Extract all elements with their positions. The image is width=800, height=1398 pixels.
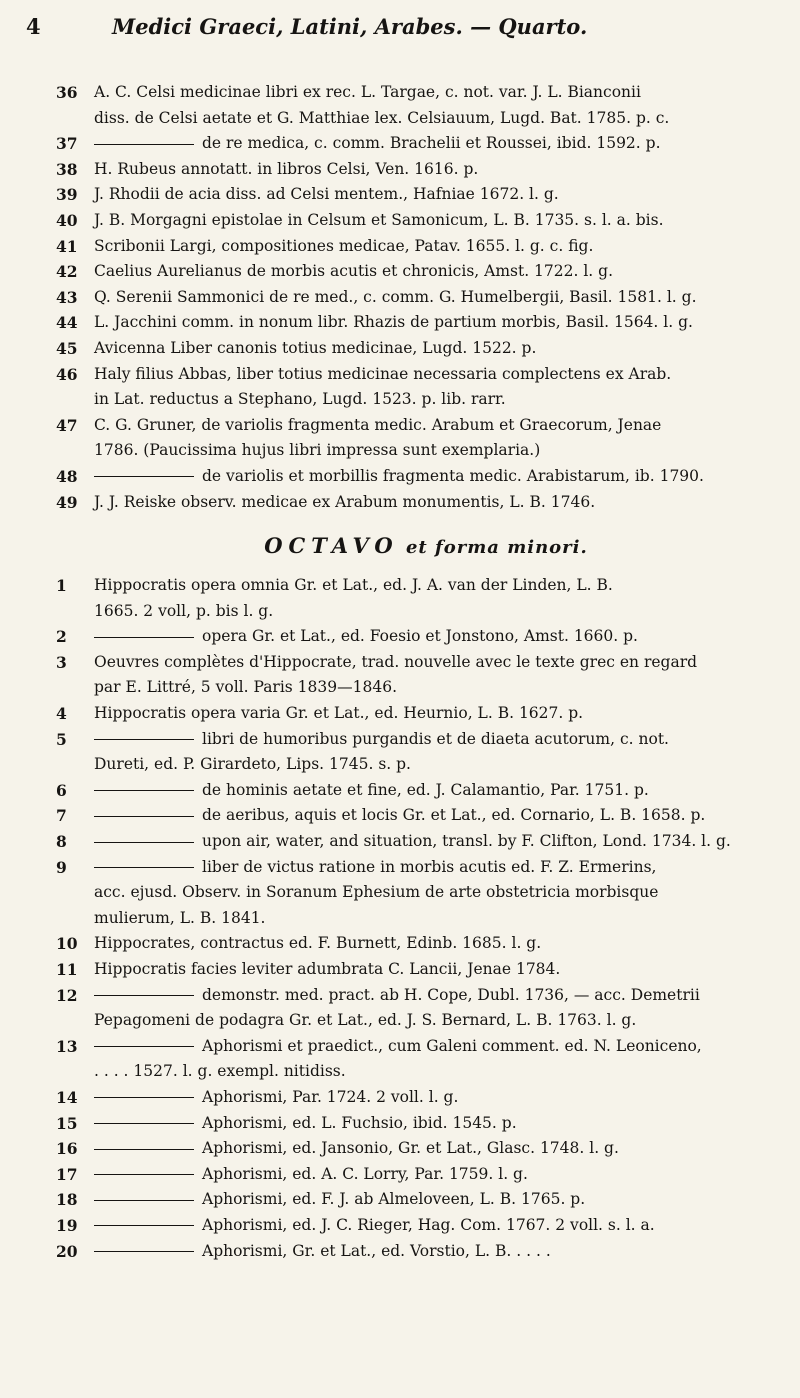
entry-number: 38 <box>56 159 78 179</box>
entry-text: Aphorismi, Par. 1724. 2 voll. l. g. <box>202 1087 459 1106</box>
ditto-rule <box>94 637 194 638</box>
entry-continuation: Pepagomeni de podagra Gr. et Lat., ed. J. S. Bernard, L. B. 1763. l. g. <box>94 1011 637 1030</box>
entry-number: 19 <box>56 1215 78 1235</box>
catalogue-entry <box>56 285 796 311</box>
entry-number: 47 <box>56 415 78 435</box>
catalogue-entry <box>56 1111 796 1137</box>
entry-continuation: par E. Littré, 5 voll. Paris 1839—1846. <box>94 678 397 697</box>
entry-text: liber de victus ratione in morbis acutis ed. F. Z. Ermerins, <box>202 857 657 876</box>
entry-text: H. Rubeus annotatt. in libros Celsi, Ven. 1616. p. <box>94 159 479 178</box>
ditto-rule <box>94 995 194 996</box>
page-title: Medici Graeci, Latini, Arabes. — Quarto. <box>112 14 588 39</box>
entry-number: 15 <box>56 1113 78 1133</box>
entry-text: Aphorismi et praedict., cum Galeni comment. ed. N. Leoniceno, <box>202 1036 702 1055</box>
entry-number: 17 <box>56 1164 78 1184</box>
entry-number: 44 <box>56 313 78 333</box>
section-heading <box>56 529 796 565</box>
entry-number: 16 <box>56 1139 78 1159</box>
entry-number: 49 <box>56 492 78 512</box>
entry-text: Hippocratis opera varia Gr. et Lat., ed. Heurnio, L. B. 1627. p. <box>94 704 584 723</box>
entry-continuation: . . . . 1527. l. g. exempl. nitidiss. <box>94 1062 346 1081</box>
entry-text: libri de humoribus purgandis et de diaeta acutorum, c. not. <box>202 729 669 748</box>
ditto-rule <box>94 816 194 817</box>
ditto-rule <box>94 144 194 145</box>
page-number: 4 <box>26 14 41 39</box>
entry-number: 13 <box>56 1036 78 1056</box>
ditto-rule <box>94 1123 194 1124</box>
entry-continuation: acc. ejusd. Observ. in Soranum Ephesium de arte obstetricia morbisque <box>94 883 659 902</box>
entry-text: J. B. Morgagni epistolae in Celsum et Samonicum, L. B. 1735. s. l. a. bis. <box>94 210 664 229</box>
entry-number: 20 <box>56 1241 78 1261</box>
catalogue-entry <box>56 1213 796 1239</box>
catalogue-entry <box>56 336 796 362</box>
entry-number: 39 <box>56 185 78 205</box>
entry-number: 10 <box>56 934 78 954</box>
octavo-entry-list <box>56 573 796 1264</box>
entry-text: Aphorismi, Gr. et Lat., ed. Vorstio, L. B. . . . . <box>202 1241 551 1260</box>
catalogue-body <box>56 80 796 1264</box>
ditto-rule <box>94 739 194 740</box>
catalogue-entry <box>56 650 796 701</box>
entry-text: Aphorismi, ed. A. C. Lorry, Par. 1759. l. g. <box>202 1164 528 1183</box>
catalogue-entry <box>56 234 796 260</box>
entry-text: Scribonii Largi, compositiones medicae, Patav. 1655. l. g. c. fig. <box>94 236 594 255</box>
catalogue-entry <box>56 957 796 983</box>
entry-number: 8 <box>56 832 67 852</box>
entry-text: A. C. Celsi medicinae libri ex rec. L. Targae, c. not. var. J. L. Bianconii <box>94 83 641 101</box>
catalogue-entry <box>56 624 796 650</box>
entry-number: 2 <box>56 627 67 647</box>
entry-text: de re medica, c. comm. Brachelii et Roussei, ibid. 1592. p. <box>202 134 661 153</box>
catalogue-entry <box>56 829 796 855</box>
entry-number: 11 <box>56 960 78 979</box>
catalogue-entry <box>56 310 796 336</box>
catalogue-entry <box>56 983 796 1034</box>
entry-number: 3 <box>56 652 67 672</box>
ditto-rule <box>94 1200 194 1201</box>
entry-text: C. G. Gruner, de variolis fragmenta medic. Arabum et Graecorum, Jenae <box>94 415 662 434</box>
entry-text: Aphorismi, ed. J. C. Rieger, Hag. Com. 1767. 2 voll. s. l. a. <box>202 1215 655 1234</box>
catalogue-entry <box>56 701 796 727</box>
entry-text: demonstr. med. pract. ab H. Cope, Dubl. 1736, — acc. Demetrii <box>202 985 700 1004</box>
entry-number: 4 <box>56 704 67 724</box>
entry-text: Aphorismi, ed. Jansonio, Gr. et Lat., Glasc. 1748. l. g. <box>202 1139 619 1158</box>
entry-number: 18 <box>56 1190 78 1210</box>
catalogue-entry <box>56 157 796 183</box>
catalogue-entry <box>56 208 796 234</box>
entry-number: 45 <box>56 338 78 358</box>
catalogue-entry <box>56 1239 796 1265</box>
entry-text: Hippocratis opera omnia Gr. et Lat., ed. J. A. van der Linden, L. B. <box>94 576 613 595</box>
entry-text: upon air, water, and situation, transl. by F. Clifton, Lond. 1734. l. g. <box>202 832 731 851</box>
entry-number: 42 <box>56 262 78 282</box>
entry-text: de variolis et morbillis fragmenta medic. Arabistarum, ib. 1790. <box>202 466 704 485</box>
entry-number: 6 <box>56 780 67 800</box>
catalogue-entry <box>56 362 796 413</box>
entry-text: Hippocrates, contractus ed. F. Burnett, Edinb. 1685. l. g. <box>94 934 542 953</box>
catalogue-entry <box>56 80 796 131</box>
entry-text: de aeribus, aquis et locis Gr. et Lat., ed. Cornario, L. B. 1658. p. <box>202 806 706 825</box>
entry-continuation: 1786. (Paucissima hujus libri impressa sunt exemplaria.) <box>94 441 541 460</box>
catalogue-entry <box>56 1034 796 1085</box>
entry-continuation: mulierum, L. B. 1841. <box>94 908 266 927</box>
entry-continuation: 1665. 2 voll, p. bis l. g. <box>94 601 274 620</box>
entry-text: Caelius Aurelianus de morbis acutis et chronicis, Amst. 1722. l. g. <box>94 262 614 281</box>
entry-continuation: diss. de Celsi aetate et G. Matthiae lex. Celsiauum, Lugd. Bat. 1785. p. c. <box>94 108 670 127</box>
catalogue-entry <box>56 855 796 932</box>
catalogue-entry <box>56 490 796 516</box>
entry-number: 46 <box>56 364 78 384</box>
catalogue-entry <box>56 803 796 829</box>
entry-number: 48 <box>56 466 78 486</box>
catalogue-entry <box>56 464 796 490</box>
quarto-entry-list <box>56 80 796 515</box>
section-heading-rest: et forma minori. <box>405 537 588 559</box>
entry-number: 43 <box>56 287 78 307</box>
ditto-rule <box>94 476 194 477</box>
entry-number: 12 <box>56 985 78 1005</box>
ditto-rule <box>94 1251 194 1252</box>
catalogue-entry <box>56 573 796 624</box>
entry-number: 40 <box>56 210 78 230</box>
ditto-rule <box>94 1174 194 1175</box>
entry-text: Avicenna Liber canonis totius medicinae, Lugd. 1522. p. <box>94 338 537 357</box>
ditto-rule <box>94 1225 194 1226</box>
catalogue-entry <box>56 727 796 778</box>
catalogue-entry <box>56 413 796 464</box>
page-header <box>26 14 766 44</box>
entry-text: J. J. Reiske observ. medicae ex Arabum monumentis, L. B. 1746. <box>94 492 596 511</box>
entry-text: Aphorismi, ed. F. J. ab Almeloveen, L. B. 1765. p. <box>202 1190 586 1209</box>
entry-number: 14 <box>56 1087 78 1107</box>
entry-text: de hominis aetate et fine, ed. J. Calamantio, Par. 1751. p. <box>202 780 649 799</box>
section-heading-octavo: OCTAVO <box>264 533 399 559</box>
entry-text: Aphorismi, ed. L. Fuchsio, ibid. 1545. p. <box>202 1113 517 1132</box>
ditto-rule <box>94 842 194 843</box>
catalogue-entry <box>56 931 796 957</box>
catalogue-entry <box>56 778 796 804</box>
ditto-rule <box>94 1046 194 1047</box>
catalogue-entry <box>56 1162 796 1188</box>
entry-text: L. Jacchini comm. in nonum libr. Rhazis de partium morbis, Basil. 1564. l. g. <box>94 313 693 332</box>
catalogue-entry <box>56 131 796 157</box>
entry-text: Q. Serenii Sammonici de re med., c. comm. G. Humelbergii, Basil. 1581. l. g. <box>94 287 697 306</box>
ditto-rule <box>94 867 194 868</box>
entry-text: Haly filius Abbas, liber totius medicinae necessaria complectens ex Arab. <box>94 364 672 383</box>
ditto-rule <box>94 1097 194 1098</box>
entry-continuation: Dureti, ed. P. Girardeto, Lips. 1745. s. p. <box>94 755 411 774</box>
entry-continuation: in Lat. reductus a Stephano, Lugd. 1523. p. lib. rarr. <box>94 390 506 409</box>
entry-text: opera Gr. et Lat., ed. Foesio et Jonstono, Amst. 1660. p. <box>202 627 638 646</box>
entry-text: J. Rhodii de acia diss. ad Celsi mentem., Hafniae 1672. l. g. <box>94 185 559 204</box>
ditto-rule <box>94 1149 194 1150</box>
entry-number: 5 <box>56 729 67 749</box>
catalogue-entry <box>56 259 796 285</box>
entry-text: Oeuvres complètes d'Hippocrate, trad. nouvelle avec le texte grec en regard <box>94 652 698 671</box>
entry-number: 1 <box>56 576 67 596</box>
catalogue-entry <box>56 1187 796 1213</box>
catalogue-entry <box>56 182 796 208</box>
entry-number: 36 <box>56 83 78 102</box>
catalogue-entry <box>56 1136 796 1162</box>
catalogue-entry <box>56 1085 796 1111</box>
entry-number: 9 <box>56 857 67 877</box>
ditto-rule <box>94 790 194 791</box>
entry-number: 37 <box>56 134 78 154</box>
entry-number: 41 <box>56 236 78 256</box>
entry-number: 7 <box>56 806 67 826</box>
entry-text: Hippocratis facies leviter adumbrata C. Lancii, Jenae 1784. <box>94 960 561 978</box>
